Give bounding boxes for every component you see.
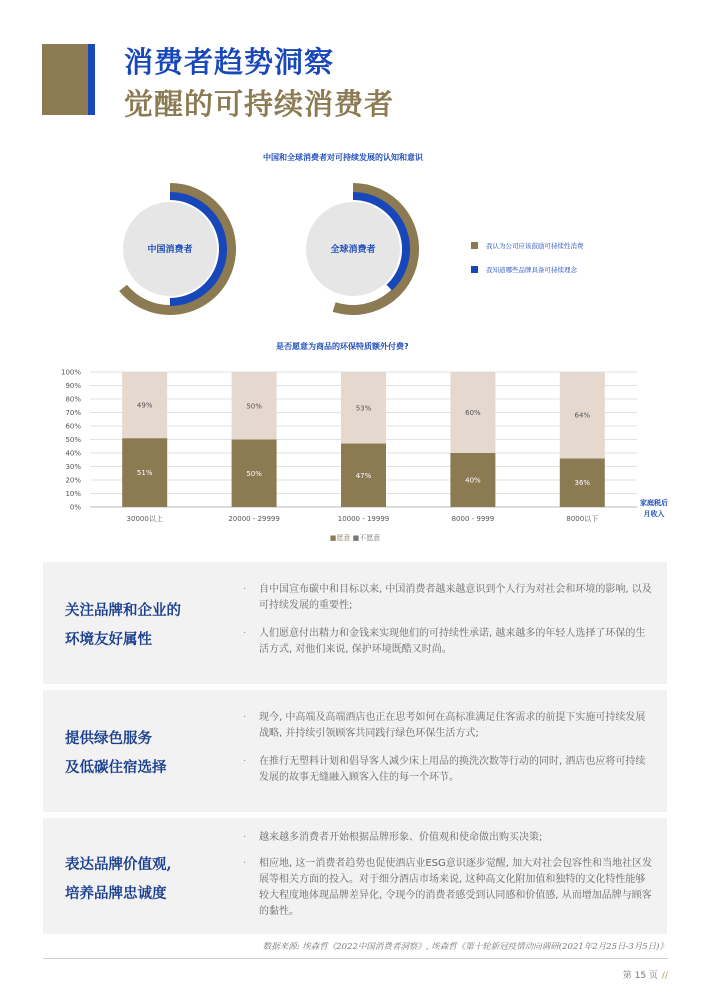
bar-value-label: 60%	[465, 409, 481, 417]
bullet-text: 在推行无塑料计划和倡导客人减少床上用品的换洗次数等行动的同时, 酒店也应将可持续发展的故事无缝融入顾客入住的每一个环节。	[259, 756, 646, 783]
bar-value-label: 64%	[574, 411, 591, 420]
page-title: 消费者趋势洞察	[124, 45, 335, 79]
bullet-item	[243, 626, 654, 658]
donut-legend-label: 我知道哪些品牌具备可持续理念	[486, 266, 577, 274]
bar-value-label: 50%	[246, 402, 262, 411]
panel-heading-line: 及低碳住宿选择	[65, 759, 167, 776]
x-axis-label: 家庭税后	[640, 499, 668, 507]
panel-heading-line: 提供绿色服务	[65, 730, 152, 747]
y-tick-label: 80%	[65, 395, 81, 404]
page-number-text: 第 15 页	[622, 971, 658, 981]
panel-brand-value	[43, 818, 667, 934]
bullet-item	[243, 710, 654, 742]
bar-value-label: 47%	[355, 471, 372, 480]
bullet-item	[243, 830, 654, 846]
bullet-dot-icon: ·	[243, 584, 247, 595]
panel-heading	[65, 596, 181, 654]
y-tick-label: 20%	[65, 476, 81, 485]
page-mark: //	[661, 971, 668, 981]
bar-value-label: 36%	[574, 479, 591, 488]
panel-brand-environment	[43, 562, 667, 684]
donut-legend-item	[471, 265, 584, 274]
x-tick-label: 30000以上	[126, 515, 163, 523]
bar-value-label: 53%	[355, 404, 372, 413]
panel-heading-line: 表达品牌价值观,	[65, 856, 172, 873]
donut-center-label: 全球消费者	[330, 245, 376, 255]
y-tick-label: 40%	[65, 449, 81, 458]
y-tick-label: 70%	[65, 409, 81, 417]
legend-swatch-blue	[471, 266, 478, 273]
bar-value-label: 51%	[136, 469, 153, 478]
bar-legend	[330, 533, 380, 542]
y-tick-label: 10%	[65, 490, 81, 498]
bar-value-label: 50%	[246, 469, 262, 478]
legend-willing: ■愿意	[329, 534, 353, 542]
bullet-text: 现今, 中高端及高端酒店也正在思考如何在高标准满足住客需求的前提下实施可持续发展战略, 并持续引领顾客共同践行绿色环保生活方式;	[259, 712, 646, 739]
panel-green-service	[43, 690, 667, 812]
bullet-text: 相应地, 这一消费者趋势也促使酒店业ESG意识逐步觉醒, 加大对社会包容性和当地社区发展等相关方面的投入。对于细分酒店市场来说, 这种高文化附加值和独特的文化特性能够较大程度地体现品牌差异化, 令现今的消费者感受到认同感和价值感, 从而增加品牌与顾客的黏性。	[259, 858, 653, 917]
legend-swatch-gold	[471, 242, 478, 249]
y-tick-label: 60%	[65, 422, 81, 431]
y-tick-label: 50%	[65, 436, 81, 444]
y-tick-label: 30%	[65, 463, 81, 471]
page-number	[623, 968, 668, 981]
page-subtitle: 觉醒的可持续消费者	[124, 87, 395, 121]
donut-charts	[0, 0, 710, 340]
x-tick-label: 10000 - 19999	[337, 515, 390, 523]
bullet-item	[243, 856, 654, 920]
bullet-item	[243, 582, 654, 614]
bullet-text: 人们愿意付出精力和金钱来实现他们的可持续性承诺, 越来越多的年轻人选择了环保的生活方式, 对他们来说, 保护环境既酷又时尚。	[259, 628, 646, 655]
bullet-dot-icon: ·	[243, 858, 247, 869]
y-tick-label: 90%	[65, 382, 81, 390]
bullet-item	[243, 754, 654, 786]
panel-heading	[65, 850, 172, 908]
footer-divider	[43, 958, 668, 959]
bar-value-label: 40%	[465, 476, 481, 485]
bar-value-label: 49%	[136, 401, 153, 410]
x-axis-label: 月收入	[643, 510, 665, 518]
donut-legend	[471, 241, 584, 274]
donut-section-title: 中国和全球消费者对可持续发展的认知和意识	[263, 153, 423, 162]
bar-chart-title: 是否愿意为商品的环保特质额外付费?	[276, 342, 409, 351]
y-tick-label: 100%	[60, 368, 81, 377]
donut-legend-item	[471, 241, 584, 250]
x-tick-label: 20000 - 29999	[228, 515, 280, 523]
bullet-dot-icon: ·	[243, 628, 247, 639]
bullet-dot-icon: ·	[243, 712, 247, 723]
data-source: 数据来源: 埃森哲《2022中国消费者洞察》, 埃森哲《第十轮新冠疫情动向调研(2021年2月25日-3月5日)》	[262, 942, 668, 952]
x-tick-label: 8000 - 9999	[451, 515, 495, 523]
panel-heading-line: 环境友好属性	[65, 631, 152, 648]
donut-legend-label: 我认为公司应该鼓励可持续性消费	[486, 242, 584, 250]
bullet-text: 自中国宣布碳中和目标以来, 中国消费者越来越意识到个人行为对社会和环境的影响, 以及可持续发展的重要性;	[259, 584, 652, 611]
panel-heading	[65, 724, 167, 782]
bar-chart	[0, 360, 710, 550]
legend-unwilling: ■不愿意	[352, 534, 381, 542]
x-tick-label: 8000以下	[566, 515, 599, 523]
panel-heading-line: 关注品牌和企业的	[65, 602, 181, 619]
bullet-dot-icon: ·	[243, 832, 247, 843]
bullet-text: 越来越多消费者开始根据品牌形象、价值观和使命做出购买决策;	[259, 832, 543, 843]
y-tick-label: 0%	[69, 503, 81, 512]
donut-center-label: 中国消费者	[147, 245, 193, 255]
bullet-dot-icon: ·	[243, 756, 247, 767]
panel-heading-line: 培养品牌忠诚度	[65, 885, 167, 902]
